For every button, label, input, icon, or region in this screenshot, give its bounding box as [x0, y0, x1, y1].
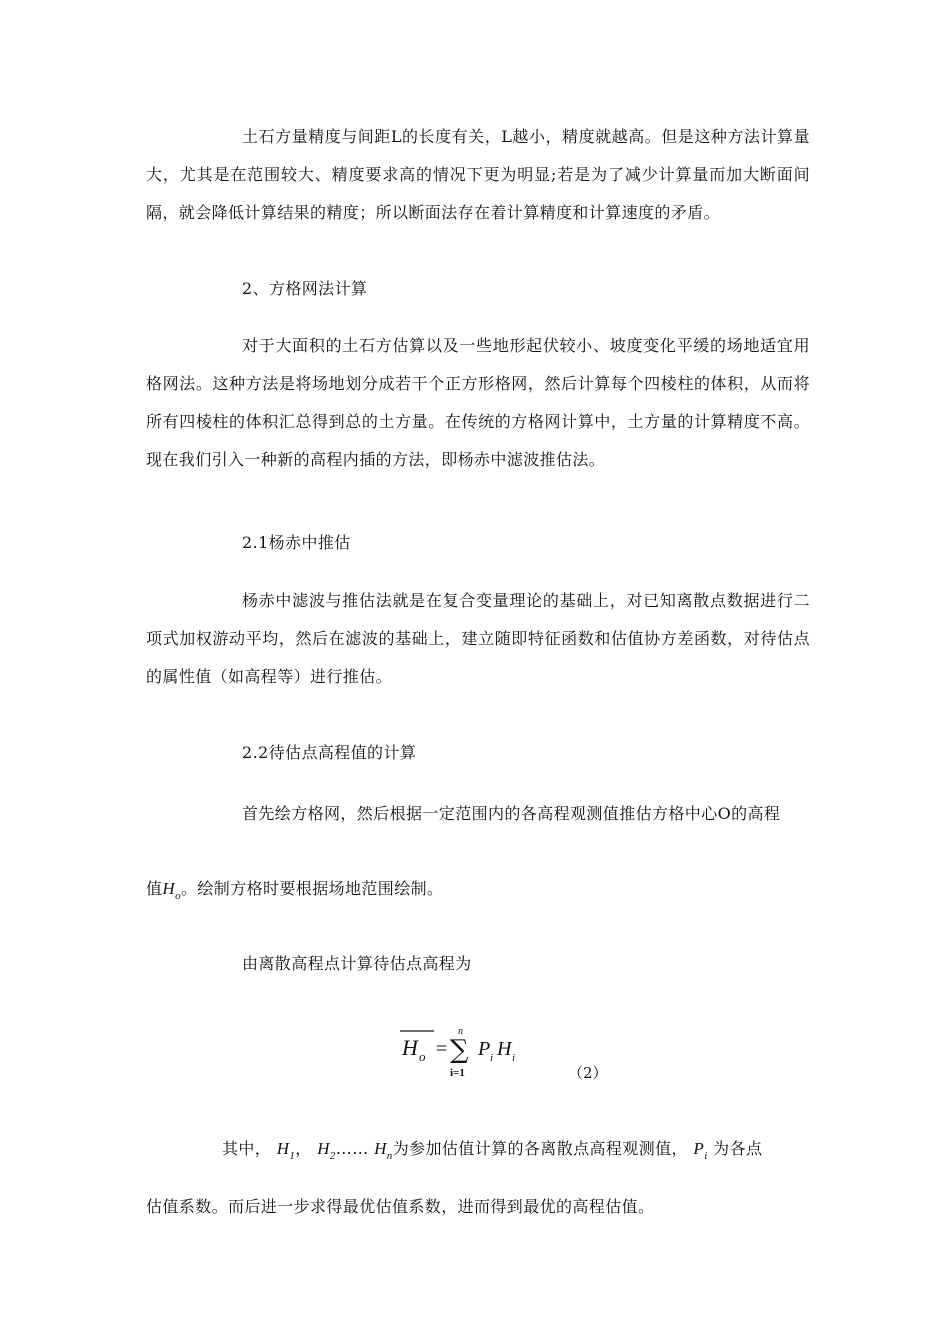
comma-separator: ，: [295, 1139, 312, 1158]
heading-elevation-calculation: 2.2待估点高程值的计算: [242, 743, 417, 762]
formula-sub-o: o: [419, 1049, 426, 1064]
formula-h: H: [402, 1035, 418, 1060]
where-prefix-text: 其中，: [222, 1139, 272, 1158]
h1-symbol: $H_1$: [276, 1139, 296, 1162]
paragraph-yang-estimation: 杨赤中滤波与推估法就是在复合变量理论的基础上，对已知离散点数据进行二项式加权游动平均，然后在滤波的基础上，建立随即特征函数和估值协方差函数，对待估点的属性值（如高程等）进行推估。: [146, 591, 810, 686]
heading-grid-method: 2、方格网法计算: [242, 279, 368, 298]
hn-symbol: $H_n$: [374, 1139, 393, 1162]
paragraph-where-line: [222, 1130, 762, 1170]
paragraph-formula-intro: 由离散高程点计算待估点高程为: [242, 954, 472, 973]
pi-symbol: $P_i$: [693, 1139, 708, 1162]
paragraph-cross-section-precision: 土石方量精度与间距L的长度有关，L越小，精度就越高。但是这种方法计算量大，尤其是在范围较大、精度要求高的情况下更为明显;若是为了减少计算量而加大断面间隔，就会降低计算结果的精度；所以断面法存在着计算精度和计算速度的矛盾。: [146, 127, 810, 222]
heading-yang-estimation: 2.1杨赤中推估: [242, 533, 351, 552]
formula-sum-top: n: [458, 1026, 463, 1037]
h2-symbol: $H_2$: [317, 1139, 336, 1162]
formula-sigma: ∑: [450, 1035, 469, 1065]
elevation-formula: [398, 1020, 578, 1090]
formula-h-i: H: [497, 1038, 512, 1060]
where-middle-text: 为参加估值计算的各离散点高程观测值，: [392, 1139, 688, 1158]
formula-sub-i-p: i: [490, 1052, 494, 1064]
paragraph-grid-second-line: [146, 870, 443, 910]
paragraph-grid-first-line: 首先绘方格网，然后根据一定范围内的各高程观测值推估方格中心O的高程: [242, 804, 781, 823]
paragraph-grid-method: 对于大面积的土石方估算以及一些地形起伏较小、坡度变化平缓的场地适宜用格网法。这种方法是将场地划分成若干个正方形格网，然后计算每个四棱柱的体积，从而将所有四棱柱的体积汇总得到总的土方量。在传统的方格网计算中，土方量的计算精度不高。现在我们引入一种新的高程内插的方法，即杨赤中滤波推估法。: [146, 336, 810, 469]
equation-number: （2）: [568, 1064, 608, 1082]
ellipsis-text: ……: [335, 1139, 369, 1158]
formula-sub-i-h: i: [512, 1052, 516, 1064]
value-prefix-text: 值: [146, 879, 163, 898]
paragraph-coefficient-line: 估值系数。而后进一步求得最优估值系数，进而得到最优的高程估值。: [146, 1197, 655, 1216]
formula-sum-bottom: i=1: [450, 1067, 465, 1079]
formula-equals: =: [436, 1038, 448, 1060]
formula-p: P: [478, 1038, 491, 1060]
where-suffix-text: 为各点: [713, 1139, 763, 1158]
h-o-symbol: $H_o$: [162, 879, 181, 902]
value-suffix-text: 。绘制方格时要根据场地范围绘制。: [181, 879, 444, 898]
